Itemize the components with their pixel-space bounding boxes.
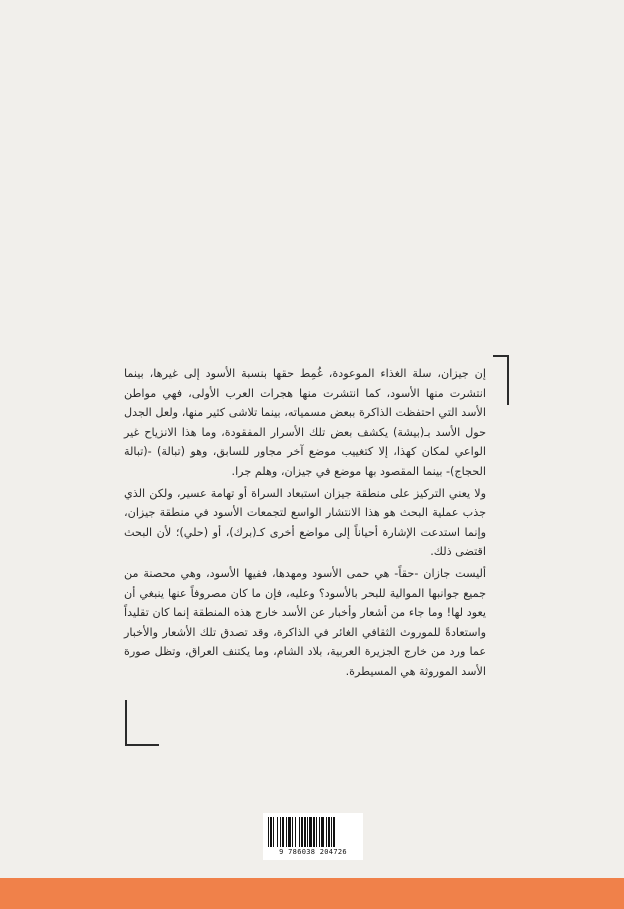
blurb-paragraph-2: ولا يعني التركيز على منطقة جيزان استبعاد السراة أو تهامة عسير، ولكن الذي جذب عملية البحث هو هذا الانتشار الواسع لتجمعات الأسود في منطقة جيزان، وإنما استدعت الإشارة أحياناً إلى مواضع أخرى كـ(برك)، أو (حلي)؛ لأن البحث اقتضى ذلك. — [124, 486, 486, 559]
barcode-bar — [299, 817, 300, 847]
barcode-bar — [319, 817, 320, 847]
blurb-paragraph-3: أليست جازان -حقاً- هي حمى الأسود ومهدها، ففيها الأسود، وهي محصنة من جميع جوانبها الموالية للبحر بالأسود؟ وعليه، فإن ما كان مصروفاً عنها ينبغي أن يعود لها! وما جاء من أشعار وأخبار عن الأسد خارج هذه المنطقة إنما كان تقليداً واستعادةً للموروث الثقافي الغائر في الذاكرة، وقد تصدق تلك الأشعار والأخبار عما ورد من خارج الجزيرة العربية، بلاد الشام، وما يكتنف العراق، وتظل صورة الأسد الموروثة هي المسيطرة. — [124, 566, 486, 678]
corner-bracket-bottom — [125, 700, 159, 746]
barcode-bar — [270, 817, 272, 847]
barcode-bar — [304, 817, 306, 847]
footer-band — [0, 878, 624, 909]
barcode-bar — [273, 817, 274, 847]
barcode-bar — [307, 817, 308, 847]
isbn-number: 9 786038 204726 — [279, 848, 347, 856]
barcode-bar — [292, 817, 293, 847]
blurb-paragraph-1: إن جيزان، سلة الغذاء الموعودة، غُمِط حقها بنسبة الأسود إلى غيرها، بينما انتشرت منها الأسود، كما انتشرت منها هجرات العرب الأولى، فهي مواطن الأسد التي احتفظت الذاكرة ببعض مسمياته، بينما تلاشى كثير منها، ولعل الجدل حول الأسد بـ(بيشة) يكشف بعض تلك الأسرار المفقودة، وما هذا الانزياح غير الواعي لمكان كهذا، إلا كتغييب موضع آخر مجاور للسابق، وهو (تبالة) -(تبالة الحجاج)- بينما المقصود بها موضع في جيزان، وهلم جرا. — [124, 367, 486, 478]
barcode-bar — [295, 817, 296, 847]
blurb-text — [124, 364, 486, 684]
isbn-barcode — [263, 813, 363, 860]
barcode-bar — [301, 817, 303, 847]
barcode-bar — [282, 817, 284, 847]
barcode-bar — [316, 817, 317, 847]
barcode-bar — [286, 817, 287, 847]
barcode-bar — [288, 817, 291, 847]
corner-bracket-top — [493, 355, 509, 405]
barcode-bar — [333, 817, 335, 847]
barcode-bar — [268, 817, 269, 847]
barcode-bar — [280, 817, 281, 847]
barcode-bar — [328, 817, 330, 847]
barcode-bar — [277, 817, 278, 847]
barcode-bar — [313, 817, 315, 847]
barcode-bar — [331, 817, 332, 847]
barcode-bar — [326, 817, 327, 847]
barcode-bars — [267, 817, 359, 847]
barcode-bar — [309, 817, 312, 847]
barcode-bar — [321, 817, 324, 847]
